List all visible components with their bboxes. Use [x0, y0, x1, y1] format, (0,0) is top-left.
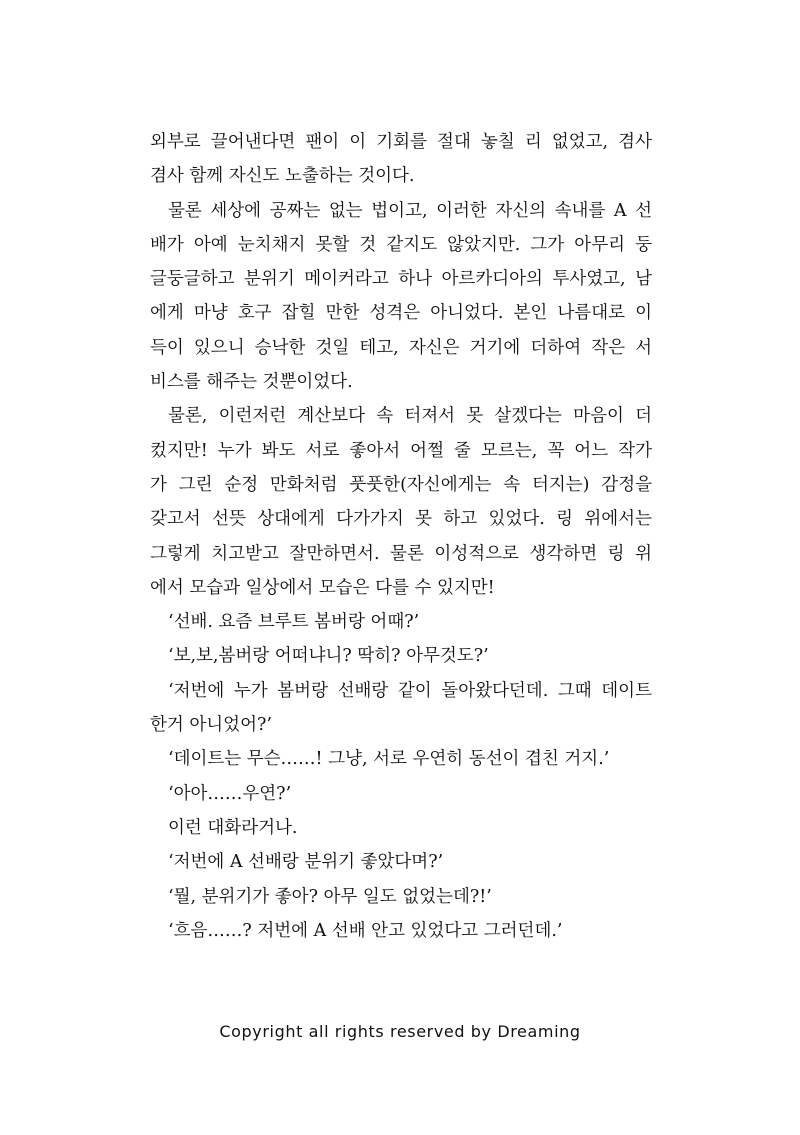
text-line: 배가 아예 눈치채지 못할 것 같지도 않았지만. 그가 아무리 둥 — [150, 234, 652, 255]
text-line: 득이 있으니 승낙한 것일 테고, 자신은 거기에 더하여 작은 서 — [150, 337, 652, 358]
text-line: 가 그린 순정 만화처럼 풋풋한(자신에게는 속 터지는) 감정을 — [150, 474, 652, 495]
text-line: 글둥글하고 분위기 메이커라고 하나 아르카디아의 투사였고, 남 — [150, 269, 652, 290]
text-line: 에게 마냥 호구 잡힐 만한 성격은 아니었다. 본인 나름대로 이 — [150, 303, 652, 324]
text-line: ‘선배. 요즘 브루트 봄버랑 어때?’ — [168, 612, 420, 633]
text-line: 물론, 이런저런 계산보다 속 터져서 못 살겠다는 마음이 더 — [168, 406, 652, 427]
text-line: 물론 세상에 공짜는 없는 법이고, 이러한 자신의 속내를 A 선 — [168, 200, 652, 221]
text-line: 한거 아니었어?’ — [150, 715, 272, 736]
body-text — [150, 125, 652, 948]
text-line: 이런 대화라거나. — [168, 817, 298, 838]
text-line: 갖고서 선뜻 상대에게 다가가지 못 하고 있었다. 링 위에서는 — [150, 509, 652, 530]
text-line: ‘아아……우연?’ — [168, 783, 292, 804]
text-line: ‘보,보,봄버랑 어떠냐니? 딱히? 아무것도?’ — [168, 646, 489, 667]
text-line: 외부로 끌어낸다면 팬이 이 기회를 절대 놓칠 리 없었고, 겸사 — [150, 132, 652, 152]
text-line: 비스를 해주는 것뿐이었다. — [150, 372, 353, 393]
text-line: 컸지만! 누가 봐도 서로 좋아서 어쩔 줄 모르는, 꼭 어느 작가 — [150, 440, 652, 461]
text-line: 에서 모습과 일상에서 모습은 다를 수 있지만! — [150, 577, 495, 598]
text-line: ‘데이트는 무슨……! 그냥, 서로 우연히 동선이 겹친 거지.’ — [168, 749, 610, 770]
text-line: ‘뭘, 분위기가 좋아? 아무 일도 없었는데?!’ — [168, 886, 492, 907]
copyright-footer: Copyright all rights reserved by Dreaming — [219, 1022, 581, 1041]
text-line: ‘저번에 누가 봄버랑 선배랑 같이 돌아왔다던데. 그때 데이트 — [168, 680, 652, 701]
text-line: ‘저번에 A 선배랑 분위기 좋았다며?’ — [168, 852, 444, 873]
text-line: ‘흐음……? 저번에 A 선배 안고 있었다고 그러던데.’ — [168, 920, 563, 941]
text-line: 그렇게 치고받고 잘만하면서. 물론 이성적으로 생각하면 링 위 — [150, 543, 652, 564]
text-line: 겸사 함께 자신도 노출하는 것이다. — [150, 166, 415, 187]
